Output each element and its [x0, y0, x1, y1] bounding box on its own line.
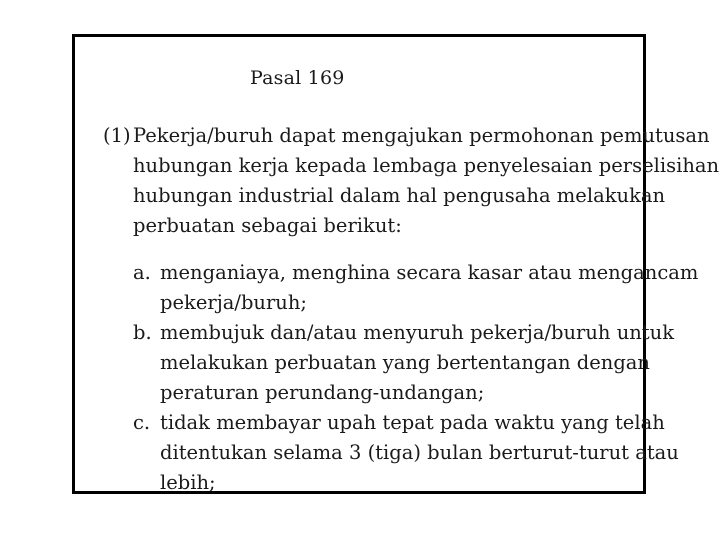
item-line: membujuk dan/atau menyuruh pekerja/buruh untuk: [160, 321, 675, 344]
item-line: peraturan perundang-undangan;: [160, 381, 485, 404]
item-line: lebih;: [160, 471, 216, 494]
item-line: ditentukan selama 3 (tiga) bulan berturut-turut atau: [160, 441, 679, 464]
article-title: Pasal 169: [250, 67, 345, 89]
item-letter: a.: [133, 261, 151, 284]
item-line: tidak membayar upah tepat pada waktu yang telah: [160, 411, 665, 434]
item-letter: c.: [133, 411, 151, 434]
item-letter: b.: [133, 321, 152, 344]
clause-line: hubungan kerja kepada lembaga penyelesaian perselisihan: [133, 154, 720, 177]
list-item-b: [133, 318, 675, 408]
item-line: pekerja/buruh;: [160, 291, 307, 314]
clause-line: hubungan industrial dalam hal pengusaha melakukan: [133, 184, 666, 207]
list-item-a: [133, 258, 699, 318]
clause-line: perbuatan sebagai berikut:: [133, 214, 402, 237]
clause-line: Pekerja/buruh dapat mengajukan permohonan pemutusan: [133, 124, 710, 147]
item-line: melakukan perbuatan yang bertentangan dengan: [160, 351, 650, 374]
list-item-c: [133, 408, 679, 498]
item-list: [133, 258, 699, 498]
item-line: menganiaya, menghina secara kasar atau mengancam: [160, 261, 699, 284]
clause-number: (1): [103, 124, 131, 147]
document-scan-frame: [72, 34, 720, 494]
clause-body: [133, 121, 720, 241]
